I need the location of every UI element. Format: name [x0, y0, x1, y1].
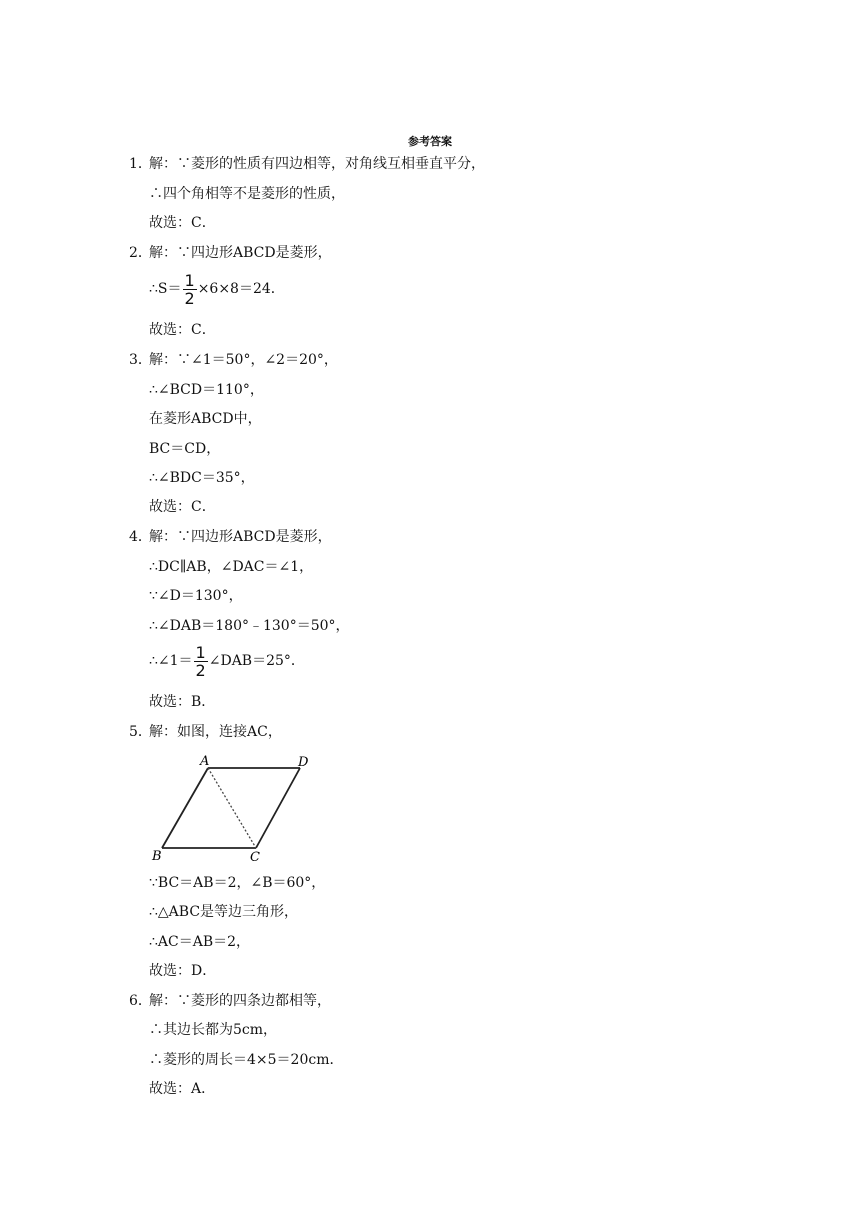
- q2-fraction: [183, 272, 197, 307]
- q4-line-1: 解：∵四边形ABCD是菱形，: [149, 529, 332, 545]
- q2-line-1: 解：∵四边形ABCD是菱形，: [149, 245, 332, 261]
- q2-number: 2．: [129, 245, 152, 261]
- q3-number: 3．: [129, 352, 152, 368]
- vertex-label-b: B: [152, 849, 162, 864]
- q4-line-5-lead: ∴∠1＝: [149, 653, 193, 669]
- page-title: 参考答案: [408, 135, 452, 148]
- q2-line-2-tail: ×6×8＝24．: [197, 281, 285, 297]
- q6-number: 6．: [129, 993, 152, 1009]
- q3-answer: 故选：C．: [149, 499, 216, 515]
- q3-line-5: ∴∠BDC＝35°，: [149, 470, 255, 486]
- q1-line-1: 解：∵菱形的性质有四边相等，对角线互相垂直平分，: [149, 156, 485, 172]
- q5-line-3: ∴△ABC是等边三角形，: [149, 904, 299, 920]
- q4-line-3: ∵∠D＝130°，: [149, 588, 243, 604]
- q4-fraction-numerator: 1: [195, 642, 206, 662]
- q4-line-2: ∴DC∥AB，∠DAC＝∠1，: [149, 559, 314, 575]
- vertex-label-a: A: [200, 754, 210, 769]
- q2-line-2-lead: ∴S＝: [149, 281, 182, 297]
- q4-fraction-denominator: 2: [195, 660, 206, 680]
- q3-line-3: 在菱形ABCD中，: [149, 411, 262, 427]
- q1-answer: 故选：C．: [149, 215, 216, 231]
- rhombus-figure: [148, 748, 318, 866]
- q4-fraction: [194, 644, 208, 679]
- q6-line-1: 解：∵菱形的四条边都相等，: [149, 993, 331, 1009]
- q2-line-2: [149, 271, 285, 307]
- q6-line-2: ∴其边长都为5cm，: [149, 1022, 278, 1038]
- vertex-label-c: C: [250, 850, 260, 865]
- q5-line-4: ∴AC＝AB＝2，: [149, 934, 251, 950]
- q4-number: 4．: [129, 529, 152, 545]
- q2-fraction-denominator: 2: [184, 288, 195, 308]
- q4-line-5: [149, 643, 305, 679]
- q1-line-2: ∴四个角相等不是菱形的性质，: [149, 186, 345, 202]
- q4-answer: 故选：B．: [149, 694, 216, 710]
- q6-line-3: ∴菱形的周长＝4×5＝20cm．: [149, 1052, 344, 1068]
- q1-number: 1．: [129, 156, 152, 172]
- q6-answer: 故选：A．: [149, 1081, 216, 1097]
- q4-line-4: ∴∠DAB＝180°﹣130°＝50°，: [149, 618, 350, 634]
- diagonal-ac: [208, 768, 256, 848]
- q5-line-2: ∵BC＝AB＝2，∠B＝60°，: [149, 875, 326, 891]
- q2-fraction-numerator: 1: [184, 270, 195, 290]
- side-dc: [256, 768, 300, 848]
- q3-line-4: BC＝CD，: [149, 441, 221, 457]
- q3-line-2: ∴∠BCD＝110°，: [149, 382, 264, 398]
- side-ab: [162, 768, 208, 848]
- q3-line-1: 解：∵∠1＝50°，∠2＝20°，: [149, 352, 338, 368]
- q5-number: 5．: [129, 724, 152, 740]
- q2-answer: 故选：C．: [149, 322, 216, 338]
- q5-answer: 故选：D．: [149, 963, 217, 979]
- vertex-label-d: D: [298, 755, 309, 770]
- q4-line-5-tail: ∠DAB＝25°．: [208, 653, 305, 669]
- q5-line-1: 解：如图，连接AC，: [149, 724, 282, 740]
